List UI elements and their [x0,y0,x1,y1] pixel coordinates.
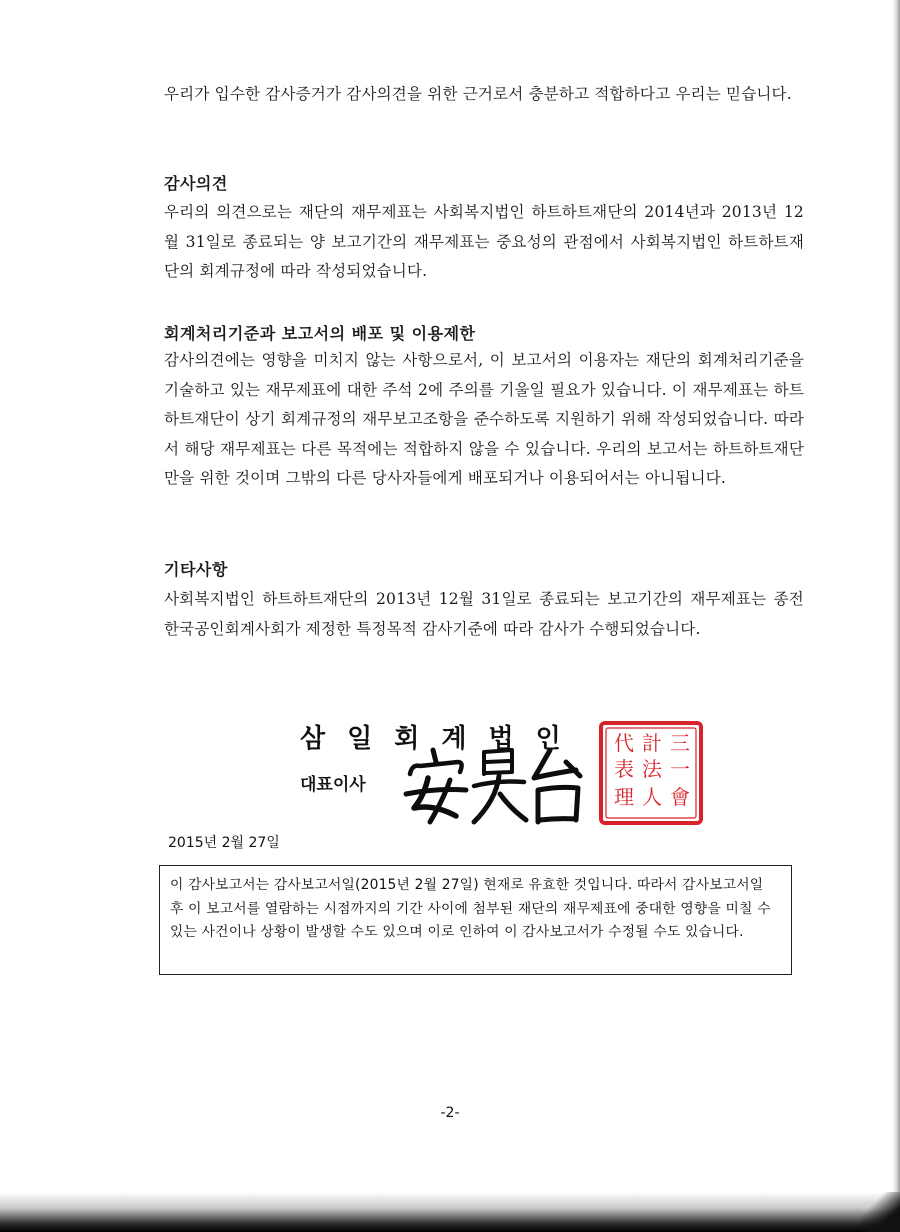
svg-text:會: 會 [670,785,690,809]
report-date: 2015년 2월 27일 [168,835,280,851]
svg-text:理: 理 [614,785,634,809]
audit-firm-name: 삼일회계법인 [300,724,583,754]
representative-title: 대표이사 [300,775,366,795]
scan-bottom-shadow [0,1192,900,1232]
opinion-paragraph: 우리의 의견으로는 재단의 재무제표는 사회복지법인 하트하트재단의 2014년과 2013년 12월 31일로 종료되는 양 보고기간의 재무제표는 중요성의 관점에서 사회복지법인 하트하트재단의 회계규정에 따라 작성되었습니다. [164,203,804,280]
handwritten-signature [400,738,590,828]
svg-text:一: 一 [670,757,690,781]
basis-restriction-paragraph: 감사의견에는 영향을 미치지 않는 사항으로서, 이 보고서의 이용자는 재단의 회계처리기준을 기술하고 있는 재무제표에 대한 주석 2에 주의를 기울일 필요가 있습니다. 이 재무제표는 하트하트재단이 상기 회계규정의 재무보고조항을 준수하도록 지원하기 위해 작성되었습니다. 따라서 해당 재무제표는 다른 목적에는 적합하지 않을 수 있습니다. 우리의 보고서는 하트하트재단만을 위한 것이며 그밖의 다른 당사자들에게 배포되거나 이용되어서는 아니됩니다. [164,351,804,487]
corporate-seal [598,720,704,826]
page-number: -2- [440,1105,460,1121]
other-matters-heading: 기타사항 [164,560,228,579]
svg-text:人: 人 [642,785,662,809]
validity-notice-box [159,865,792,975]
validity-notice-text: 이 감사보고서는 감사보고서일(2015년 2월 27일) 현재로 유효한 것입니다. 따라서 감사보고서일 후 이 보고서를 열람하는 시점까지의 기간 사이에 첨부된 재단의 재무제표에 중대한 영향을 미칠 수 있는 사건이나 상황이 발생할 수도 있으며 이로 인하여 이 감사보고서가 수정될 수도 있습니다. [170,877,771,940]
svg-text:計: 計 [642,731,662,755]
svg-text:代: 代 [614,731,634,755]
intro-paragraph: 우리가 입수한 감사증거가 감사의견을 위한 근거로서 충분하고 적합하다고 우리는 믿습니다. [164,85,792,103]
scan-edge-shadow [892,0,900,1232]
svg-text:表: 表 [614,757,634,781]
basis-restriction-heading: 회계처리기준과 보고서의 배포 및 이용제한 [164,324,476,343]
svg-text:法: 法 [642,757,662,781]
opinion-heading: 감사의견 [164,174,228,193]
svg-text:三: 三 [670,731,690,755]
other-matters-paragraph: 사회복지법인 하트하트재단의 2013년 12월 31일로 종료되는 보고기간의 재무제표는 종전 한국공인회계사회가 제정한 특정목적 감사기준에 따라 감사가 수행되었습니다. [164,590,804,638]
